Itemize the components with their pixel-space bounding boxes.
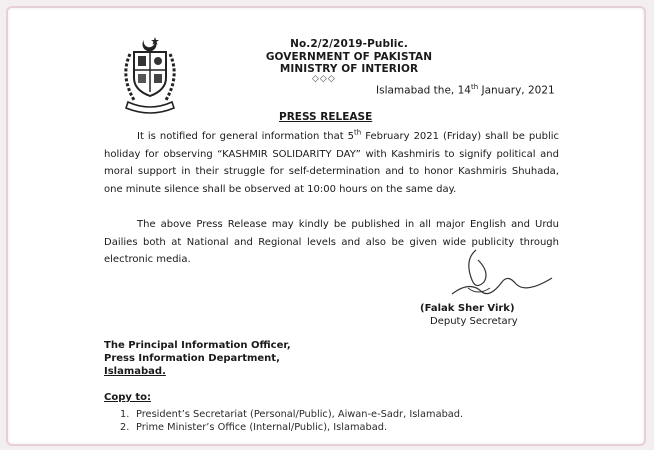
copy-to-item: 1. President’s Secretariat (Personal/Public), Aiwan-e-Sadr, Islamabad.	[120, 409, 464, 420]
signatory-designation: Deputy Secretary	[430, 316, 518, 327]
publication-paragraph: The above Press Release may kindly be published in all major English and Urdu Dailies both at National and Regional levels and also be given wide publicity through electronic media.	[104, 219, 559, 265]
notification-paragraph: It is notified for general information that 5th February 2021 (Friday) shall be public holiday for observing “KASHMIR SOLIDARITY DAY” with Kashmiris to signify political and moral support in their struggle for self-determination and to honor Kashmiris Shuhada, one minute silence shall be observed at 10:00 hours on the same day.	[104, 128, 559, 195]
copy-to-item: 2. Prime Minister’s Office (Internal/Public), Islamabad.	[120, 422, 388, 433]
header-ornament: ◇◇◇	[312, 74, 336, 84]
addressee-line: Islamabad.	[104, 366, 166, 377]
reference-number: No.2/2/2019-Public.	[290, 38, 408, 50]
addressee-line: The Principal Information Officer,	[104, 340, 291, 351]
issue-date: Islamabad the, 14th January, 2021	[376, 83, 555, 97]
copy-to-heading: Copy to:	[104, 392, 152, 403]
state-emblem-icon	[114, 34, 186, 118]
signature-icon	[448, 248, 558, 308]
ministry-heading: MINISTRY OF INTERIOR	[279, 63, 419, 75]
document-title: PRESS RELEASE	[279, 111, 373, 123]
signatory-name: (Falak Sher Virk)	[420, 303, 515, 314]
addressee-line: Press Information Department,	[104, 353, 280, 364]
government-heading: GOVERNMENT OF PAKISTAN	[265, 51, 433, 63]
